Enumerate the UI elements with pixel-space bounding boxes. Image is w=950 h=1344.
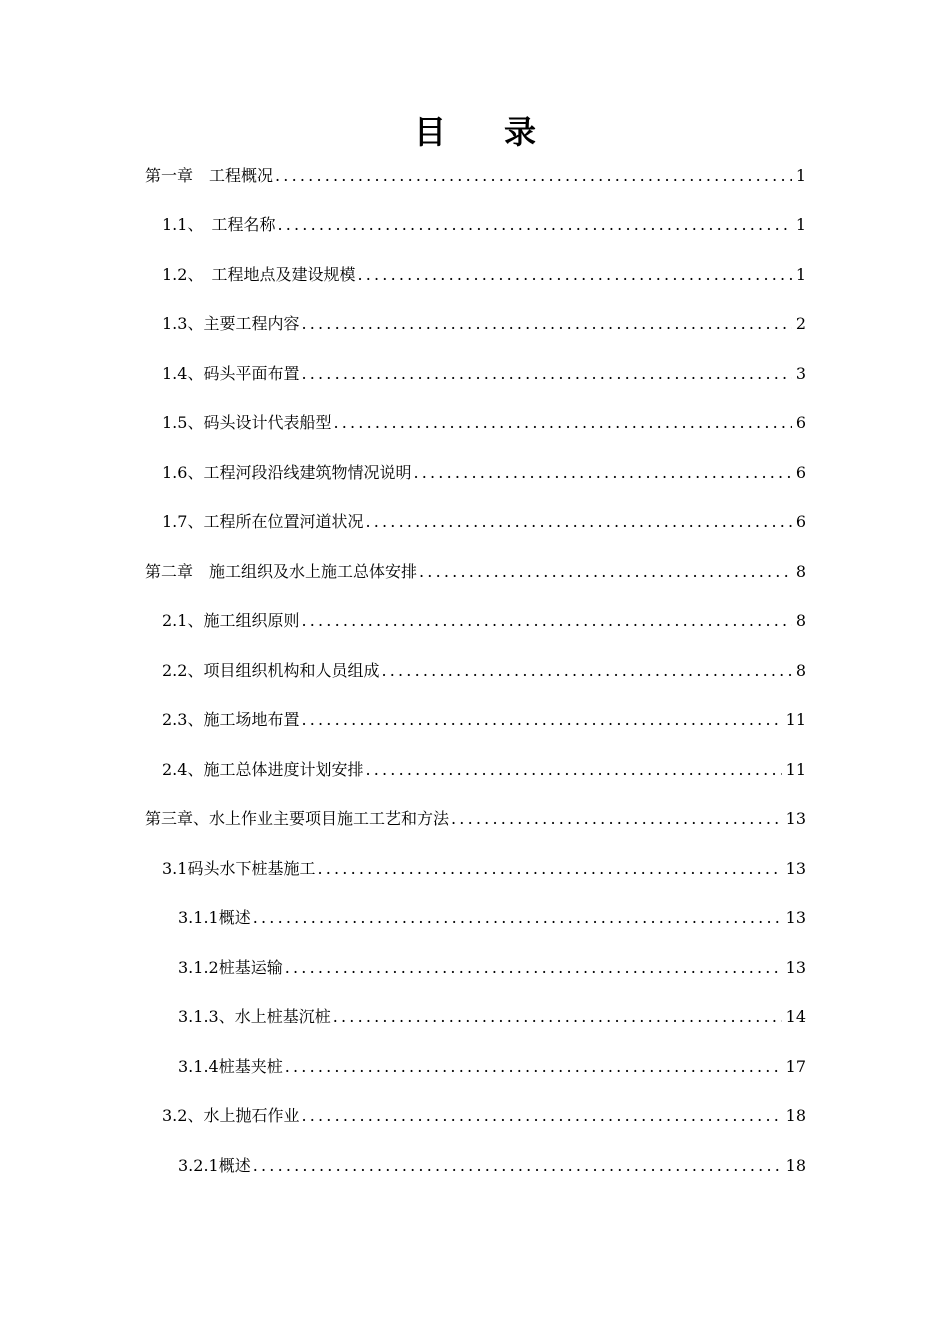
toc-dot-leader [253,1154,782,1178]
toc-dot-leader [357,263,791,287]
toc-page-number: 1 [795,165,806,185]
toc-dot-leader [277,213,791,237]
toc-dot-leader [317,857,781,881]
toc-entry-text: 2.4、施工总体进度计划安排 [162,759,364,779]
toc-entry-text: 1.1、 工程名称 [162,215,276,235]
toc-dot-leader [381,659,791,683]
toc-page-number: 1 [795,215,806,235]
toc-title-char-1: 目 [413,113,446,151]
toc-page-number: 13 [785,858,806,878]
toc-entry-text: 第一章 工程概况 [145,165,274,185]
toc-entry-text: 1.3、主要工程内容 [162,314,300,334]
toc-entry[interactable] [0,943,806,993]
toc-page-number: 6 [795,413,806,433]
toc-dot-leader [285,956,782,980]
toc-page-number: 13 [785,908,806,928]
toc-page-number: 8 [795,561,806,581]
toc-page-number: 8 [795,611,806,631]
toc-dot-leader [301,362,791,386]
toc-entry-text: 第二章 施工组织及水上施工总体安排 [145,561,418,581]
toc-entry-text: 2.3、施工场地布置 [162,710,300,730]
toc-entry[interactable] [0,646,806,696]
toc-dot-leader [301,708,781,732]
toc-entry-text: 2.1、施工组织原则 [162,611,300,631]
toc-entry-text: 1.2、 工程地点及建设规模 [162,264,356,284]
toc-entry-text: 第三章、水上作业主要项目施工工艺和方法 [145,809,450,829]
table-of-contents [0,151,950,1191]
toc-title [0,108,950,156]
toc-entry[interactable] [0,844,806,894]
toc-entry[interactable] [0,696,806,746]
toc-entry-text: 3.1码头水下桩基施工 [162,858,316,878]
toc-page-number: 11 [785,759,806,779]
toc-entry-text: 3.1.2桩基运输 [178,957,283,977]
toc-dot-leader [451,807,782,831]
toc-entry[interactable] [0,300,806,350]
toc-page-number: 11 [785,710,806,730]
toc-dot-leader [301,312,791,336]
toc-page-number: 1 [795,264,806,284]
toc-entry[interactable] [0,1092,806,1142]
toc-entry-text: 3.1.1概述 [178,908,251,928]
toc-entry[interactable] [0,1042,806,1092]
toc-dot-leader [413,461,791,485]
toc-page-number: 2 [795,314,806,334]
toc-entry[interactable] [0,250,806,300]
toc-entry-text: 3.1.3、水上桩基沉桩 [178,1007,331,1027]
toc-entry[interactable] [0,151,806,201]
toc-page-number: 14 [785,1007,806,1027]
toc-entry[interactable] [0,795,806,845]
toc-entry-text: 1.4、码头平面布置 [162,363,300,383]
toc-dot-leader [301,609,791,633]
toc-entry-text: 3.2.1概述 [178,1155,251,1175]
toc-entry-text: 1.6、工程河段沿线建筑物情况说明 [162,462,412,482]
toc-entry-text: 3.2、水上抛石作业 [162,1106,300,1126]
toc-entry-text: 1.5、码头设计代表船型 [162,413,332,433]
toc-dot-leader [333,411,791,435]
toc-dot-leader [285,1055,782,1079]
toc-entry[interactable] [0,894,806,944]
toc-entry[interactable] [0,448,806,498]
toc-entry[interactable] [0,547,806,597]
toc-entry-text: 2.2、项目组织机构和人员组成 [162,660,380,680]
toc-page-number: 17 [785,1056,806,1076]
toc-page-number: 6 [795,462,806,482]
toc-entry[interactable] [0,1141,806,1191]
toc-page-number: 13 [785,809,806,829]
toc-dot-leader [365,758,781,782]
toc-page-number: 13 [785,957,806,977]
toc-entry[interactable] [0,498,806,548]
toc-page-number: 18 [785,1155,806,1175]
toc-entry[interactable] [0,993,806,1043]
toc-dot-leader [419,560,792,584]
toc-entry-text: 1.7、工程所在位置河道状况 [162,512,364,532]
toc-entry[interactable] [0,745,806,795]
toc-page-number: 8 [795,660,806,680]
toc-entry[interactable] [0,201,806,251]
toc-entry-text: 3.1.4桩基夹桩 [178,1056,283,1076]
toc-dot-leader [301,1104,781,1128]
toc-dot-leader [333,1005,782,1029]
toc-dot-leader [275,164,792,188]
toc-dot-leader [253,906,782,930]
toc-entry[interactable] [0,399,806,449]
toc-page-number: 18 [785,1106,806,1126]
toc-entry[interactable] [0,597,806,647]
toc-entry[interactable] [0,349,806,399]
toc-page-number: 3 [795,363,806,383]
toc-dot-leader [365,510,791,534]
toc-page-number: 6 [795,512,806,532]
toc-title-char-2: 录 [504,113,537,151]
